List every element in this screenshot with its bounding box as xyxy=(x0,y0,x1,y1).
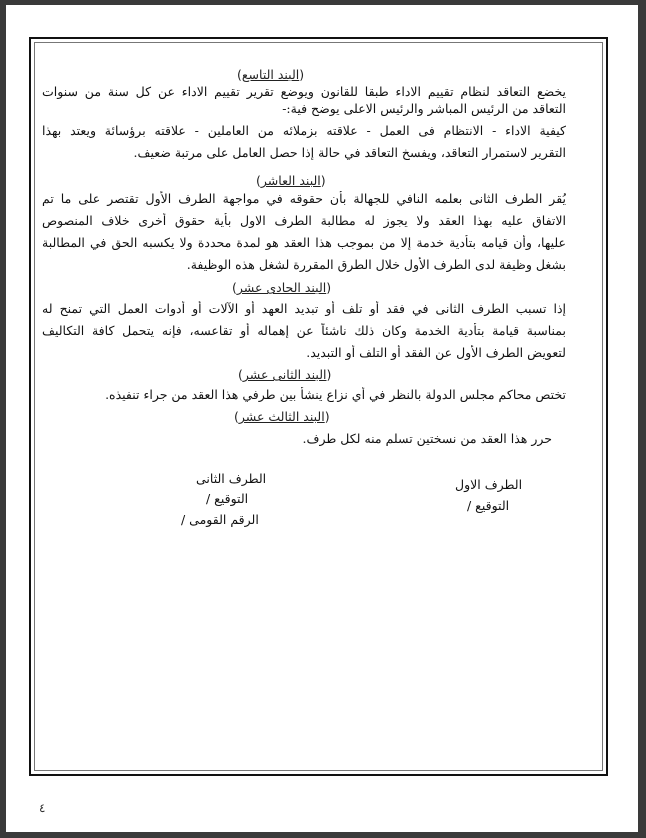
page-number: ٤ xyxy=(39,801,46,815)
clause-line: التعاقد من الرئيس المباشر والرئيس الاعلى يوضح فية:- xyxy=(282,101,566,116)
clause-line: كيفية الاداء - الانتظام فى العمل - علاقته بزملائه من العاملين - علاقته برؤسائة ويعتد بهذا xyxy=(42,123,566,138)
clause-heading: (البند التاسع) xyxy=(237,67,305,82)
clause-line: تختص محاكم مجلس الدولة بالنظر في أي نزاع ينشأ بين طرفي هذا العقد من جراء تنفيذه. xyxy=(105,387,566,402)
clause-heading: (البند الثالث عشر) xyxy=(234,409,330,424)
clause-line: عليها، وأن قيامه بتأدية خدمة إلا من بموجب هذا العقد هو لمدة محددة ولا يكسبه الحق في المطالبة xyxy=(42,235,566,250)
party2-title: الطرف الثانى xyxy=(196,471,267,486)
clause-line: يُقر الطرف الثانى بعلمه النافي للجهالة بأن حقوقه في مواجهة الطرف الأول تقتصر على ما تم xyxy=(42,191,566,206)
party2-signature-label: التوقيع / xyxy=(206,491,249,506)
clause-line: يخضع التعاقد لنظام تقييم الاداء طبقا للقانون ويوضع تقرير تقييم الاداء عن كل سنة من سنوات xyxy=(42,84,566,99)
clause-line: الاتفاق عليه بهذا العقد ولا يجوز له مطالبة الطرف الاول بأية حقوق أخرى خلاف المنصوص xyxy=(42,213,566,228)
clause-line: التقرير لاستمرار التعاقد، ويفسخ التعاقد في حالة إذا حصل العامل على مرتبة ضعيف. xyxy=(133,145,566,160)
party1-title: الطرف الاول xyxy=(455,477,523,492)
clause-heading: (البند الحادى عشر) xyxy=(232,280,332,295)
clause-line: لتعويض الطرف الأول عن الفقد أو التلف أو التبديد. xyxy=(306,345,566,360)
clause-line: بشغل وظيفة لدى الطرف الأول خلال الطرق المقررة لشغل هذه الوظيفة. xyxy=(186,257,566,272)
document-page xyxy=(6,5,638,832)
party2-national-id-label: الرقم القومى / xyxy=(181,512,259,527)
clause-line: إذا تسبب الطرف الثانى في فقد أو تلف أو تبديد العهد أو الآلات أو أدوات العمل التي تمنح له xyxy=(42,301,566,316)
clause-heading: (البند الثانى عشر) xyxy=(238,367,332,382)
clause-heading: (البند العاشر) xyxy=(256,173,326,188)
clause-line: حرر هذا العقد من نسختين تسلم منه لكل طرف. xyxy=(302,431,552,446)
clause-line: بمناسبة قيامة بتأدية الخدمة وكان ذلك ناشئاً عن إهماله أو تقاعسه، فإنه يتحمل كافة التكاليف xyxy=(42,323,566,338)
party1-signature-label: التوقيع / xyxy=(467,498,510,513)
